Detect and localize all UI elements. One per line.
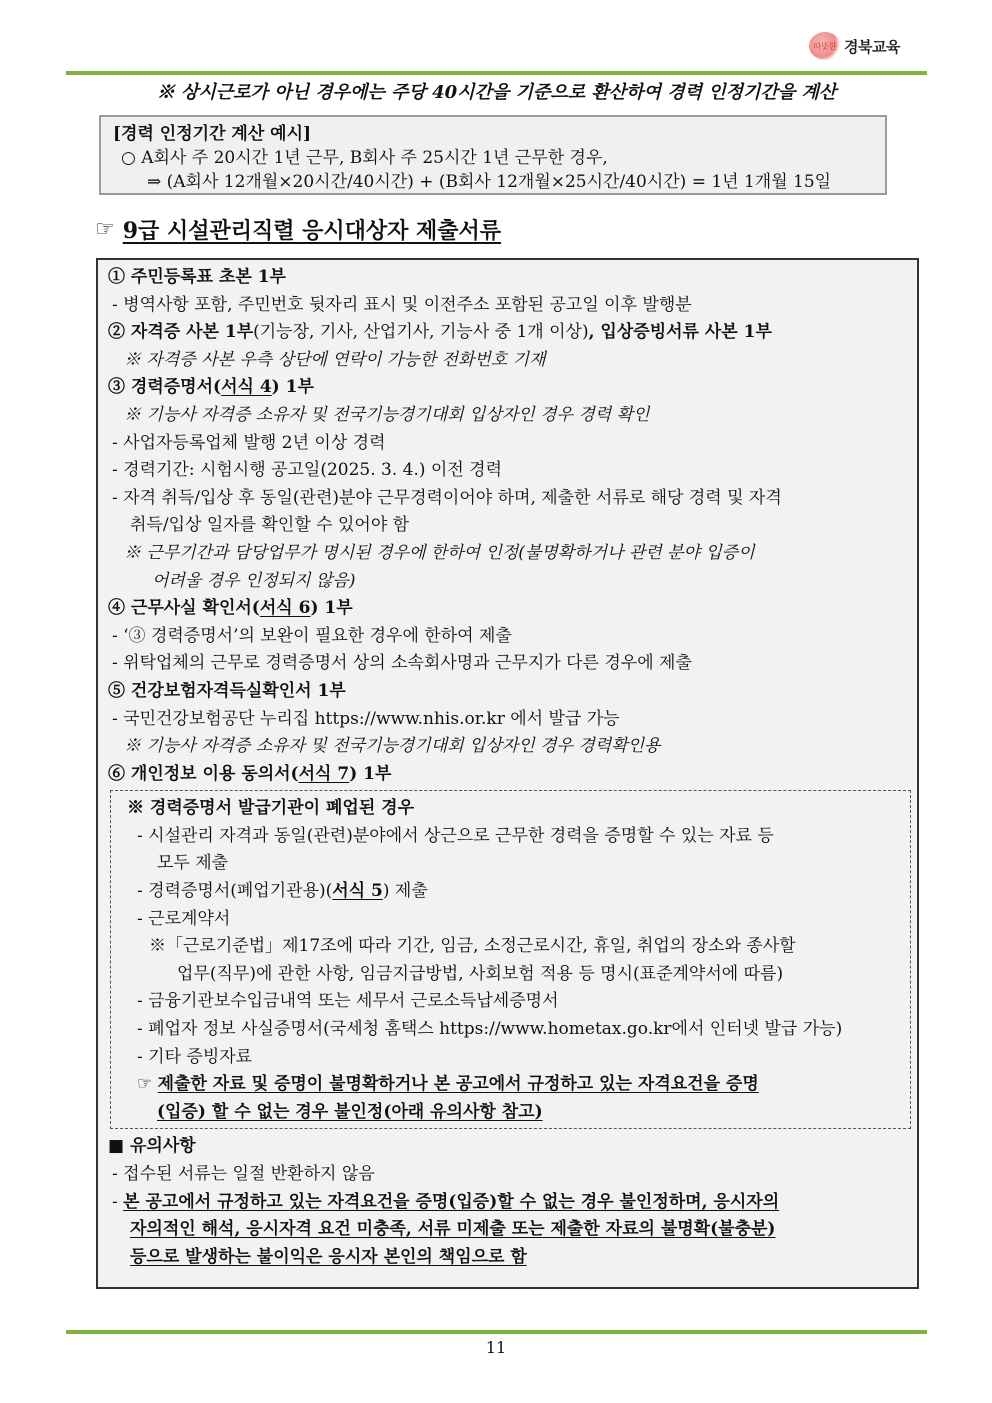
doc-3-detail: - 경력기간: 시험시행 공고일(2025. 3. 4.) 이전 경력 — [112, 460, 502, 481]
doc-6-title — [108, 761, 917, 789]
doc-1-title: ① 주민등록표 초본 1부 — [108, 267, 286, 287]
documents-box — [96, 258, 919, 1289]
closure-item-cont: 모두 제출 — [157, 853, 229, 874]
notes-item-text: 본 공고에서 규정하고 있는 자격요건을 증명(입증)할 수 없는 경우 불인정하며, 응시자의 — [123, 1191, 780, 1212]
logo-text: 경북교육 — [844, 37, 900, 56]
form-link-4: 서식 4 — [221, 377, 272, 398]
doc-4-detail: - 위탁업체의 근무로 경력증명서 상의 소속회사명과 근무지가 다른 경우에 제출 — [112, 653, 692, 674]
doc-5-note: ※ 기능사 자격증 소유자 및 전국기능경기대회 입상자인 경우 경력확인용 — [124, 736, 661, 757]
notes-item — [108, 1189, 917, 1217]
closure-item: - 기타 증빙자료 — [137, 1046, 253, 1067]
doc-4-title-count: ) 1부 — [310, 598, 353, 619]
closure-item: - 금융기관보수입금내역 또는 세무서 근로소득납세증명서 — [137, 991, 559, 1012]
closure-warning — [127, 1071, 910, 1099]
header-note: ※ 상시근로가 아닌 경우에는 주당 40시간을 기준으로 환산하여 경력 인정기간을 계산 — [156, 82, 837, 103]
doc-4-detail: - ‘③ 경력증명서’의 보완이 필요한 경우에 한하여 제출 — [112, 625, 512, 646]
doc-2-note: ※ 자격증 사본 우측 상단에 연락이 가능한 전화번호 기재 — [124, 349, 546, 370]
closure-item-text: - 경력증명서(폐업기관용)( — [137, 881, 333, 902]
example-line: ○ A회사 주 20시간 1년 근무, B회사 주 25시간 1년 근무한 경우, — [121, 148, 608, 168]
closure-item: - 근로계약서 — [137, 908, 231, 929]
notes-item-text-cont: 자의적인 해석, 응시자격 요건 미충족, 서류 미제출 또는 제출한 자료의 불명확(불충분) — [130, 1219, 776, 1240]
example-title: [경력 인정기간 계산 예시] — [113, 124, 312, 144]
page-number: 11 — [485, 1338, 507, 1357]
closure-item-text-end: ) 제출 — [382, 881, 428, 902]
closure-item: - 시설관리 자격과 동일(관련)분야에서 상근으로 근무한 경력을 증명할 수 있는 자료 등 — [137, 825, 774, 846]
doc-4-title — [108, 595, 917, 623]
doc-2-title-detail: (기능장, 기사, 산업기사, 기능사 중 1개 이상) — [253, 322, 589, 343]
doc-5-detail: - 국민건강보험공단 누리집 https://www.nhis.or.kr 에서 발급 가능 — [112, 708, 620, 729]
closure-warning-text: 제출한 자료 및 증명이 불명확하거나 본 공고에서 규정하고 있는 자격요건을 증명 — [157, 1074, 759, 1095]
closure-box — [110, 790, 911, 1129]
notes-title-text: 유의사항 — [129, 1136, 196, 1157]
closure-item — [127, 878, 910, 906]
square-bullet-icon: ■ — [108, 1136, 125, 1157]
pointing-hand-icon: ☞ — [137, 1074, 153, 1095]
closure-warning-cont — [127, 1099, 910, 1127]
notes-item-cont — [108, 1216, 917, 1244]
notes-item-cont — [108, 1244, 917, 1272]
doc-2-title-main: ② 자격증 사본 1부 — [108, 322, 254, 343]
notes-dash: - — [112, 1191, 124, 1212]
doc-2-title — [108, 319, 917, 347]
closure-item: - 폐업자 정보 사실증명서(국세청 홈택스 https://www.hometax.go.kr에서 인터넷 발급 가능) — [137, 1019, 843, 1040]
doc-5-title: ⑤ 건강보험자격득실확인서 1부 — [108, 680, 346, 701]
doc-4-title-main: ④ 근무사실 확인서( — [108, 598, 260, 619]
logo-emblem-icon: 따뜻한 — [809, 32, 841, 60]
doc-3-title — [108, 374, 917, 402]
example-box — [99, 115, 887, 195]
section-heading — [95, 214, 501, 245]
closure-warning-text-cont: (입증) 할 수 없는 경우 불인정(아래 유의사항 참고) — [157, 1101, 543, 1122]
doc-3-note: ※ 근무기간과 담당업무가 명시된 경우에 한하여 인정(불명확하거나 관련 분야 입증이 — [124, 542, 755, 563]
pointing-hand-icon: ☞ — [95, 217, 115, 242]
form-link-5: 서식 5 — [332, 881, 383, 902]
notes-item-text-cont: 등으로 발생하는 불이익은 응시자 본인의 책임으로 함 — [130, 1246, 527, 1267]
doc-3-note: ※ 기능사 자격증 소유자 및 전국기능경기대회 입상자인 경우 경력 확인 — [124, 404, 650, 425]
doc-3-detail-cont: 취득/입상 일자를 확인할 수 있어야 함 — [130, 515, 410, 536]
form-link-7: 서식 7 — [298, 763, 350, 784]
doc-1-detail: - 병역사항 포함, 주민번호 뒷자리 표시 및 이전주소 포함된 공고일 이후 발행분 — [112, 294, 692, 315]
notes-item: - 접수된 서류는 일절 반환하지 않음 — [112, 1164, 375, 1184]
doc-2-title-extra: , 입상증빙서류 사본 1부 — [588, 322, 772, 343]
logo — [809, 32, 900, 60]
example-line: ⇒ (A회사 12개월×20시간/40시간) + (B회사 12개월×25시간/40시간) = 1년 1개월 15일 — [147, 172, 832, 192]
closure-note: ※「근로기준법」제17조에 따라 기간, 임금, 소정근로시간, 휴일, 취업의 장소와 종사할 — [149, 936, 796, 957]
doc-3-title-count: ) 1부 — [271, 377, 314, 398]
doc-3-detail: - 사업자등록업체 발행 2년 이상 경력 — [112, 432, 386, 453]
footer-rule — [66, 1330, 927, 1334]
header-rule — [66, 71, 927, 75]
doc-3-detail: - 자격 취득/입상 후 동일(관련)분야 근무경력이어야 하며, 제출한 서류로 해당 경력 및 자격 — [112, 487, 782, 508]
section-title: 9급 시설관리직렬 응시대상자 제출서류 — [122, 218, 502, 244]
doc-3-note-cont: 어려울 경우 인정되지 않음) — [152, 570, 356, 591]
doc-3-title-main: ③ 경력증명서( — [108, 377, 222, 398]
doc-6-title-count: ) 1부 — [349, 763, 392, 784]
notes-title — [108, 1133, 917, 1161]
closure-title: ※ 경력증명서 발급기관이 폐업된 경우 — [127, 798, 415, 819]
form-link-6: 서식 6 — [259, 598, 311, 619]
doc-6-title-main: ⑥ 개인정보 이용 동의서( — [108, 763, 299, 784]
closure-note-cont: 업무(직무)에 관한 사항, 임금지급방법, 사회보험 적용 등 명시(표준계약서에 따름) — [177, 963, 784, 984]
